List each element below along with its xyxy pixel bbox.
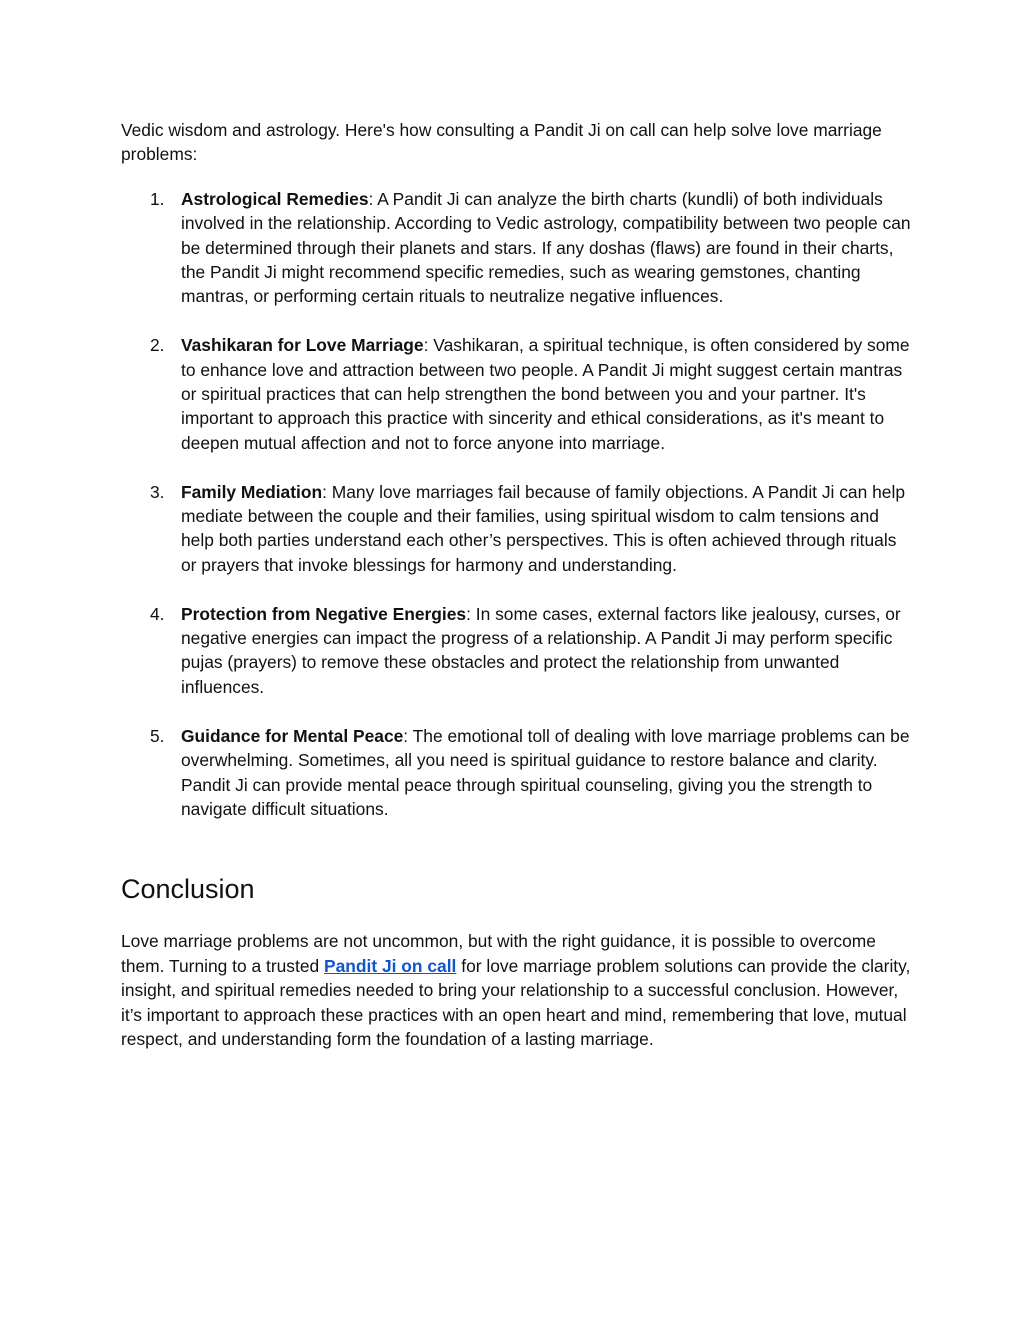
document-page	[121, 118, 911, 1051]
conclusion-text-after: for love marriage problem solutions can provide the clarity, insight, and spiritual remedies needed to bring your relationship to a successful conclusion. However, it’s important to approach these practices with an open heart and mind, remembering that love, mutual respect, and understanding form the foundation of a lasting marriage.	[121, 955, 911, 1049]
list-item	[121, 333, 911, 455]
list-item-number: 2.	[150, 335, 165, 356]
intro-paragraph: Vedic wisdom and astrology. Here's how consulting a Pandit Ji on call can help solve love marriage problems:	[121, 120, 882, 165]
list-item-number: 1.	[150, 188, 165, 209]
list-item-text: : A Pandit Ji can analyze the birth charts (kundli) of both individuals involved in the relationship. According to Vedic astrology, compatibility between two people can be determined through their planets and stars. If any doshas (flaws) are found in their charts, the Pandit Ji might recommend specific remedies, such as wearing gemstones, chanting mantras, or performing certain rituals to neutralize negative influences.	[181, 188, 911, 307]
list-item	[121, 480, 911, 578]
list-item	[121, 602, 911, 700]
list-item-number: 4.	[150, 603, 165, 624]
conclusion-text-before: Love marriage problems are not uncommon, but with the right guidance, it is possible to overcome them. Turning to a trusted	[121, 931, 876, 976]
list-item-text: : In some cases, external factors like jealousy, curses, or negative energies can impact the progress of a relationship. A Pandit Ji may perform specific pujas (prayers) to remove these obstacles and protect the relationship from unwanted influences.	[181, 603, 901, 697]
pandit-ji-link[interactable]: Pandit Ji on call	[324, 955, 457, 976]
list-item-number: 5.	[150, 725, 165, 746]
list-item-text: : Vashikaran, a spiritual technique, is often considered by some to enhance love and attraction between two people. A Pandit Ji might suggest certain mantras or spiritual practices that can help strengthen the bond between you and your partner. It's important to approach this practice with sincerity and ethical considerations, as it's meant to deepen mutual affection and not to force anyone into marriage.	[181, 335, 910, 453]
conclusion-heading: Conclusion	[121, 874, 255, 905]
list-item-number: 3.	[150, 481, 165, 502]
list-item-title: Family Mediation	[181, 481, 323, 502]
conclusion-paragraph	[121, 929, 911, 1051]
list-item-title: Vashikaran for Love Marriage	[181, 335, 424, 356]
list-item	[121, 187, 911, 309]
list-item-title: Astrological Remedies	[181, 188, 369, 209]
list-item-text: : The emotional toll of dealing with love marriage problems can be overwhelming. Sometimes, all you need is spiritual guidance to restore balance and clarity. Pandit Ji can provide mental peace through spiritual counseling, giving you the strength to navigate difficult situations.	[181, 725, 910, 819]
list-item-text: : Many love marriages fail because of family objections. A Pandit Ji can help mediate between the couple and their families, using spiritual wisdom to calm tensions and help both parties understand each other’s perspectives. This is often achieved through rituals or prayers that invoke blessings for harmony and understanding.	[181, 481, 905, 575]
remedies-list	[121, 187, 911, 822]
list-item-title: Protection from Negative Energies	[181, 603, 467, 624]
list-item-title: Guidance for Mental Peace	[181, 725, 404, 746]
list-item	[121, 724, 911, 822]
